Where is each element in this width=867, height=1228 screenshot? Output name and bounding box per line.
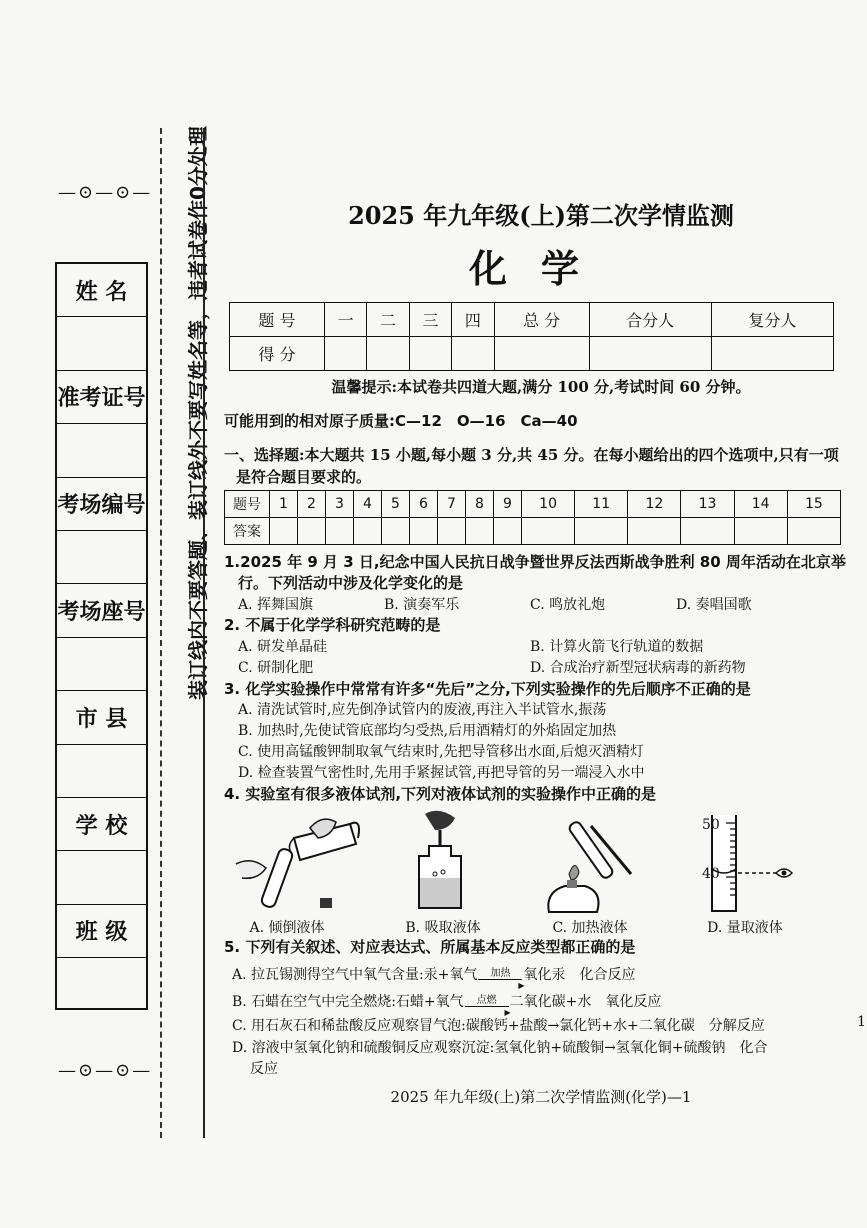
page-edge-mark: 1 bbox=[857, 1014, 866, 1030]
question-2-option-a[interactable]: A. 研发单晶硅 bbox=[238, 639, 328, 655]
score-cell[interactable] bbox=[711, 337, 833, 371]
pouring-liquid-figure bbox=[232, 808, 372, 916]
page-footer: 2025 年九年级(上)第二次学情监测(化学)—1 bbox=[390, 1088, 692, 1106]
question-5-option-a[interactable] bbox=[232, 965, 636, 990]
seat-number-field[interactable] bbox=[57, 638, 146, 691]
answer-cell[interactable] bbox=[298, 518, 326, 545]
score-header: 复分人 bbox=[711, 303, 833, 337]
question-number: 6 bbox=[410, 491, 438, 518]
score-table bbox=[229, 302, 834, 371]
answer-cell[interactable] bbox=[575, 518, 628, 545]
answer-cell[interactable] bbox=[326, 518, 354, 545]
reaction-arrow-icon: ▶ bbox=[478, 979, 522, 980]
answer-row-label: 答案 bbox=[225, 518, 270, 545]
school-field[interactable] bbox=[57, 851, 146, 904]
question-number: 15 bbox=[787, 491, 840, 518]
room-number-field[interactable] bbox=[57, 531, 146, 584]
question-4-option-b[interactable]: B. 吸取液体 bbox=[405, 920, 481, 936]
question-number: 14 bbox=[734, 491, 787, 518]
label-name: 姓 名 bbox=[57, 264, 146, 317]
section-one-heading bbox=[224, 444, 846, 488]
option-a-condition: 加热 bbox=[490, 968, 511, 979]
dropper-figure bbox=[405, 808, 475, 916]
cylinder-mark-50: 50 bbox=[702, 817, 720, 833]
question-4-option-a[interactable]: A. 倾倒液体 bbox=[249, 920, 325, 936]
binding-solid-line bbox=[203, 128, 205, 1138]
question-number: 4 bbox=[354, 491, 382, 518]
question-4-option-c[interactable]: C. 加热液体 bbox=[552, 920, 628, 936]
student-info-box bbox=[55, 262, 148, 1010]
ornament-top: —⊙—⊙— bbox=[58, 182, 153, 203]
question-number: 10 bbox=[522, 491, 575, 518]
score-cell[interactable] bbox=[409, 337, 451, 371]
question-2-option-d[interactable]: D. 合成治疗新型冠状病毒的新药物 bbox=[530, 660, 746, 676]
answer-cell[interactable] bbox=[438, 518, 466, 545]
question-1-option-a[interactable]: A. 挥舞国旗 bbox=[238, 597, 314, 613]
label-seat-number: 考场座号 bbox=[57, 584, 146, 637]
question-5-option-d[interactable]: D. 溶液中氢氧化钠和硫酸铜反应观察沉淀:氢氧化钠+硫酸铜→氢氧化铜+硫酸钠 化合 bbox=[232, 1040, 768, 1056]
answer-cell[interactable] bbox=[522, 518, 575, 545]
answer-cell[interactable] bbox=[787, 518, 840, 545]
question-1-stem-cont: 行。下列活动中涉及化学变化的是 bbox=[238, 574, 464, 592]
question-number: 5 bbox=[382, 491, 410, 518]
question-3-option-d[interactable]: D. 检查装置气密性时,先用手紧握试管,再把导管的另一端浸入水中 bbox=[238, 765, 645, 781]
question-number: 12 bbox=[628, 491, 681, 518]
question-2-option-c[interactable]: C. 研制化肥 bbox=[238, 660, 314, 676]
question-1-option-d[interactable]: D. 奏唱国歌 bbox=[676, 597, 752, 613]
score-header: 总 分 bbox=[494, 303, 589, 337]
question-3-stem: 3. 化学实验操作中常常有许多“先后”之分,下列实验操作的先后顺序不正确的是 bbox=[224, 680, 751, 698]
question-5-option-d-cont: 反应 bbox=[250, 1061, 278, 1077]
exam-title: 2025 年九年级(上)第二次学情监测 bbox=[348, 201, 734, 230]
answer-cell[interactable] bbox=[734, 518, 787, 545]
answer-number-row bbox=[225, 491, 841, 518]
score-header: 四 bbox=[452, 303, 494, 337]
answer-table bbox=[224, 490, 841, 545]
score-cell[interactable] bbox=[494, 337, 589, 371]
question-number: 8 bbox=[466, 491, 494, 518]
question-number: 9 bbox=[494, 491, 522, 518]
score-header: 一 bbox=[324, 303, 366, 337]
label-exam-id: 准考证号 bbox=[57, 371, 146, 424]
answer-row bbox=[225, 518, 841, 545]
option-b-reactants: B. 石蜡在空气中完全燃烧:石蜡+氧气 bbox=[232, 994, 464, 1010]
name-field[interactable] bbox=[57, 317, 146, 370]
option-a-arrow bbox=[478, 968, 525, 990]
question-number: 11 bbox=[575, 491, 628, 518]
label-school: 学 校 bbox=[57, 798, 146, 851]
binding-dashed-line bbox=[160, 128, 162, 1138]
score-row bbox=[230, 337, 834, 371]
question-5-option-b[interactable] bbox=[232, 992, 662, 1017]
section-one-title-cont: 是符合题目要求的。 bbox=[236, 468, 372, 486]
question-1-option-b[interactable]: B. 演奏军乐 bbox=[384, 597, 460, 613]
section-one-title: 一、选择题:本大题共 15 小题,每小题 3 分,共 45 分。在每小题给出的四个选项中,只有一项 bbox=[224, 446, 839, 464]
question-number: 7 bbox=[438, 491, 466, 518]
score-cell[interactable] bbox=[367, 337, 409, 371]
question-3-option-c[interactable]: C. 使用高锰酸钾制取氧气结束时,先把导管移出水面,后熄灭酒精灯 bbox=[238, 744, 645, 760]
question-5-stem: 5. 下列有关叙述、对应表达式、所属基本反应类型都正确的是 bbox=[224, 938, 636, 956]
question-5-option-c[interactable]: C. 用石灰石和稀盐酸反应观察冒气泡:碳酸钙+盐酸→氯化钙+水+二氧化碳 分解反应 bbox=[232, 1018, 765, 1034]
answer-cell[interactable] bbox=[494, 518, 522, 545]
label-class: 班 级 bbox=[57, 905, 146, 958]
cylinder-mark-40: 40 bbox=[702, 866, 720, 882]
answer-cell[interactable] bbox=[382, 518, 410, 545]
question-number: 13 bbox=[681, 491, 734, 518]
question-3-option-b[interactable]: B. 加热时,先使试管底部均匀受热,后用酒精灯的外焰固定加热 bbox=[238, 723, 617, 739]
question-1-option-c[interactable]: C. 鸣放礼炮 bbox=[530, 597, 606, 613]
option-b-condition: 点燃 bbox=[476, 995, 497, 1006]
binding-note: 装订线内不要答题、装订线外不要写姓名等，违者试卷作0分处理 bbox=[186, 126, 210, 700]
label-city-county: 市 县 bbox=[57, 691, 146, 744]
heating-liquid-figure bbox=[535, 808, 645, 916]
score-row-label: 得 分 bbox=[230, 337, 325, 371]
answer-cell[interactable] bbox=[410, 518, 438, 545]
subject-title: 化学 bbox=[468, 246, 613, 291]
score-cell[interactable] bbox=[452, 337, 494, 371]
answer-row-label: 题号 bbox=[225, 491, 270, 518]
question-4-option-d[interactable]: D. 量取液体 bbox=[707, 920, 783, 936]
question-2-stem: 2. 不属于化学学科研究范畴的是 bbox=[224, 616, 441, 634]
label-room-number: 考场编号 bbox=[57, 478, 146, 531]
answer-cell[interactable] bbox=[354, 518, 382, 545]
score-header: 题 号 bbox=[230, 303, 325, 337]
question-2-option-b[interactable]: B. 计算火箭飞行轨道的数据 bbox=[530, 639, 704, 655]
question-number: 3 bbox=[326, 491, 354, 518]
exam-id-field[interactable] bbox=[57, 424, 146, 477]
score-cell[interactable] bbox=[589, 337, 711, 371]
exam-tip: 温馨提示:本试卷共四道大题,满分 100 分,考试时间 60 分钟。 bbox=[331, 378, 751, 396]
city-county-field[interactable] bbox=[57, 745, 146, 798]
atomic-masses: 可能用到的相对原子质量:C—12 O—16 Ca—40 bbox=[224, 412, 578, 430]
answer-cell[interactable] bbox=[628, 518, 681, 545]
score-header: 三 bbox=[409, 303, 451, 337]
option-b-products: 二氧化碳+水 氧化反应 bbox=[509, 994, 662, 1010]
answer-cell[interactable] bbox=[466, 518, 494, 545]
score-cell[interactable] bbox=[324, 337, 366, 371]
class-field[interactable] bbox=[57, 958, 146, 1011]
option-b-arrow bbox=[465, 995, 511, 1017]
answer-cell[interactable] bbox=[681, 518, 734, 545]
ornament-bottom: —⊙—⊙— bbox=[58, 1060, 153, 1081]
question-number: 2 bbox=[298, 491, 326, 518]
option-a-products: 氧化汞 化合反应 bbox=[523, 967, 636, 983]
score-header: 二 bbox=[367, 303, 409, 337]
question-4-stem: 4. 实验室有很多液体试剂,下列对液体试剂的实验操作中正确的是 bbox=[224, 785, 657, 803]
question-3-option-a[interactable]: A. 清洗试管时,应先倒净试管内的废液,再注入半试管水,振荡 bbox=[238, 702, 607, 718]
question-1-stem: 1.2025 年 9 月 3 日,纪念中国人民抗日战争暨世界反法西斯战争胜利 80 周年活动在北京举 bbox=[224, 553, 846, 571]
answer-cell[interactable] bbox=[270, 518, 298, 545]
reaction-arrow-icon: ▶ bbox=[465, 1006, 509, 1007]
score-header: 合分人 bbox=[589, 303, 711, 337]
option-a-reactants: A. 拉瓦锡测得空气中氧气含量:汞+氧气 bbox=[232, 967, 478, 983]
question-number: 1 bbox=[270, 491, 298, 518]
score-header-row bbox=[230, 303, 834, 337]
